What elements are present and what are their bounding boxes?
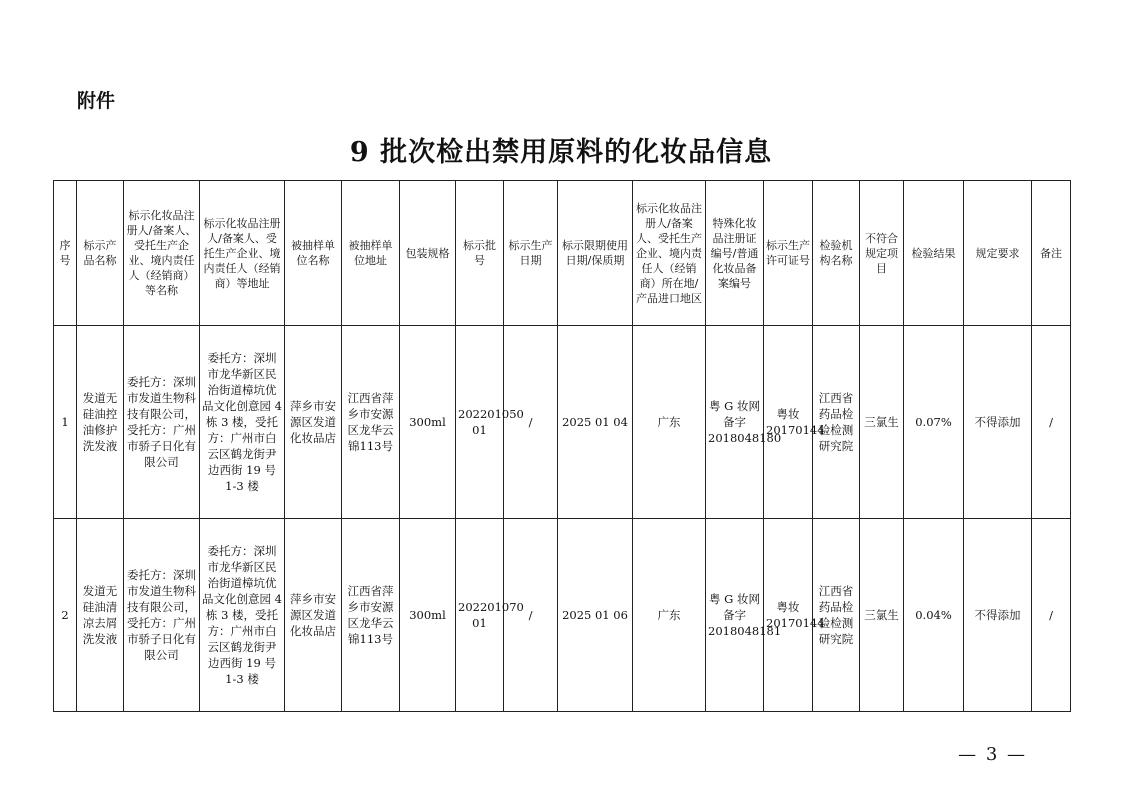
cell-requirement: 不得添加 [964,519,1032,712]
cell-license-no: 粤妆 20170144 [764,326,813,519]
cell-entity-name: 委托方：深圳市发道生物科技有限公司，受托方：广州市骄子日化有限公司 [124,519,200,712]
header-sampled-address: 被抽样单位地址 [342,181,400,326]
cell-entity-address: 委托方：深圳市龙华新区民治街道樟坑优品文化创意园 4 栋 3 楼，受托方：广州市白云区鹤龙街尹边西街 19 号 1-3 楼 [200,326,285,519]
header-requirement: 规定要求 [964,181,1032,326]
header-nonconforming-item: 不符合规定项目 [860,181,904,326]
cell-requirement: 不得添加 [964,326,1032,519]
header-production-date: 标示生产日期 [504,181,558,326]
cell-sampled-address: 江西省萍乡市安源区龙华云锦113号 [342,326,400,519]
cell-sampled-unit: 萍乡市安源区发道化妆品店 [285,519,342,712]
cell-production-date: / [504,519,558,712]
header-entity-name: 标示化妆品注册人/备案人、受托生产企业、境内责任人（经销商）等名称 [124,181,200,326]
cell-registration-no: 粤 G 妆网备字 2018048181 [706,519,764,712]
cell-remark: / [1032,326,1071,519]
cell-registration-no: 粤 G 妆网备字 2018048180 [706,326,764,519]
cell-product: 发道无硅油控油修护洗发液 [77,326,124,519]
cell-result: 0.07% [904,326,964,519]
cell-nonconforming-item: 三氯生 [860,326,904,519]
cell-seq: 2 [54,519,77,712]
cell-batch: 202201050 01 [456,326,504,519]
cell-product: 发道无硅油清凉去屑洗发液 [77,519,124,712]
cell-seq: 1 [54,326,77,519]
cell-entity-name: 委托方：深圳市发道生物科技有限公司，受托方：广州市骄子日化有限公司 [124,326,200,519]
cell-lab: 江西省药品检验检测研究院 [813,519,860,712]
cell-package: 300ml [400,326,456,519]
cell-region: 广东 [633,326,706,519]
table-row [54,519,1071,712]
cell-package: 300ml [400,519,456,712]
header-package: 包装规格 [400,181,456,326]
cell-production-date: / [504,326,558,519]
cell-lab: 江西省药品检验检测研究院 [813,326,860,519]
header-result: 检验结果 [904,181,964,326]
cell-expiry: 2025 01 06 [558,519,633,712]
header-seq: 序号 [54,181,77,326]
table-row [54,326,1071,519]
header-product: 标示产品名称 [77,181,124,326]
header-sampled-unit: 被抽样单位名称 [285,181,342,326]
header-batch: 标示批号 [456,181,504,326]
cell-sampled-address: 江西省萍乡市安源区龙华云锦113号 [342,519,400,712]
table-header-row [54,181,1071,326]
cell-result: 0.04% [904,519,964,712]
page-title: 9 批次检出禁用原料的化妆品信息 [349,137,773,168]
cell-batch: 202201070 01 [456,519,504,712]
header-entity-address: 标示化妆品注册人/备案人、受托生产企业、境内责任人（经销商）等地址 [200,181,285,326]
cell-remark: / [1032,519,1071,712]
cell-license-no: 粤妆 20170144 [764,519,813,712]
header-expiry: 标示限期使用日期/保质期 [558,181,633,326]
cell-entity-address: 委托方：深圳市龙华新区民治街道樟坑优品文化创意园 4 栋 3 楼，受托方：广州市白云区鹤龙街尹边西街 19 号 1-3 楼 [200,519,285,712]
header-license-no: 标示生产许可证号 [764,181,813,326]
header-registration-no: 特殊化妆品注册证编号/普通化妆品备案编号 [706,181,764,326]
cell-nonconforming-item: 三氯生 [860,519,904,712]
cell-sampled-unit: 萍乡市安源区发道化妆品店 [285,326,342,519]
cell-region: 广东 [633,519,706,712]
cosmetics-info-table [53,180,1071,712]
header-remark: 备注 [1032,181,1071,326]
attachment-label: 附件 [77,90,116,112]
page-number: — 3 — [958,744,1027,765]
header-lab: 检验机构名称 [813,181,860,326]
header-region: 标示化妆品注册人/备案人、受托生产企业、境内责任人（经销商）所在地/产品进口地区 [633,181,706,326]
cell-expiry: 2025 01 04 [558,326,633,519]
